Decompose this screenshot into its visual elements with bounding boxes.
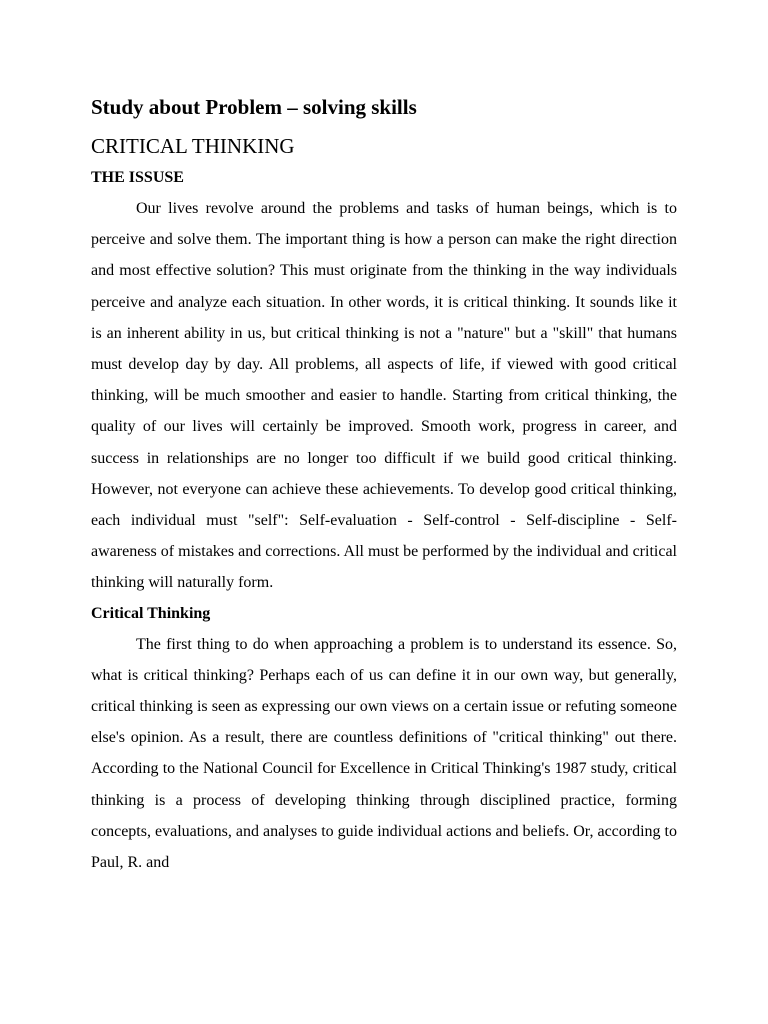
section-heading-issue: THE ISSUSE — [91, 169, 184, 186]
section-paragraph-critical-thinking: The first thing to do when approaching a problem is to understand its essence. So, what is critical thinking? Perhaps each of us can define it in our own way, but generally, critical thinking is seen as expressing our own views on a certain issue or refuting someone else's opinion. As a result, there are countless definitions of "critical thinking" out there. According to the National Council for Excellence in Critical Thinking's 1987 study, critical thinking is a process of developing thinking through disciplined practice, forming concepts, evaluations, and analyses to guide individual actions and beliefs. Or, according to Paul, R. and — [91, 635, 677, 872]
section-paragraph-issue: Our lives revolve around the problems and tasks of human beings, which is to perceive and solve them. The important thing is how a person can make the right direction and most effective solution? This must originate from the thinking in the way individuals perceive and analyze each situation. In other words, it is critical thinking. It sounds like it is an inherent ability in us, but critical thinking is not a "nature" but a "skill" that humans must develop day by day. All problems, all aspects of life, if viewed with good critical thinking, will be much smoother and easier to handle. Starting from critical thinking, the quality of our lives will certainly be improved. Smooth work, progress in career, and success in relationships are no longer too difficult if we build good critical thinking. However, not everyone can achieve these achievements. To develop good critical thinking, each individual must "self": Self-evaluation - Self-control - Self-discipline - Self-awareness of mistakes and corrections. All must be performed by the individual and critical thinking will naturally form. — [91, 200, 677, 592]
document-page — [91, 92, 677, 881]
main-heading: CRITICAL THINKING — [91, 134, 295, 158]
document-title: Study about Problem – solving skills — [91, 95, 417, 119]
section-heading-critical-thinking: Critical Thinking — [91, 604, 211, 622]
